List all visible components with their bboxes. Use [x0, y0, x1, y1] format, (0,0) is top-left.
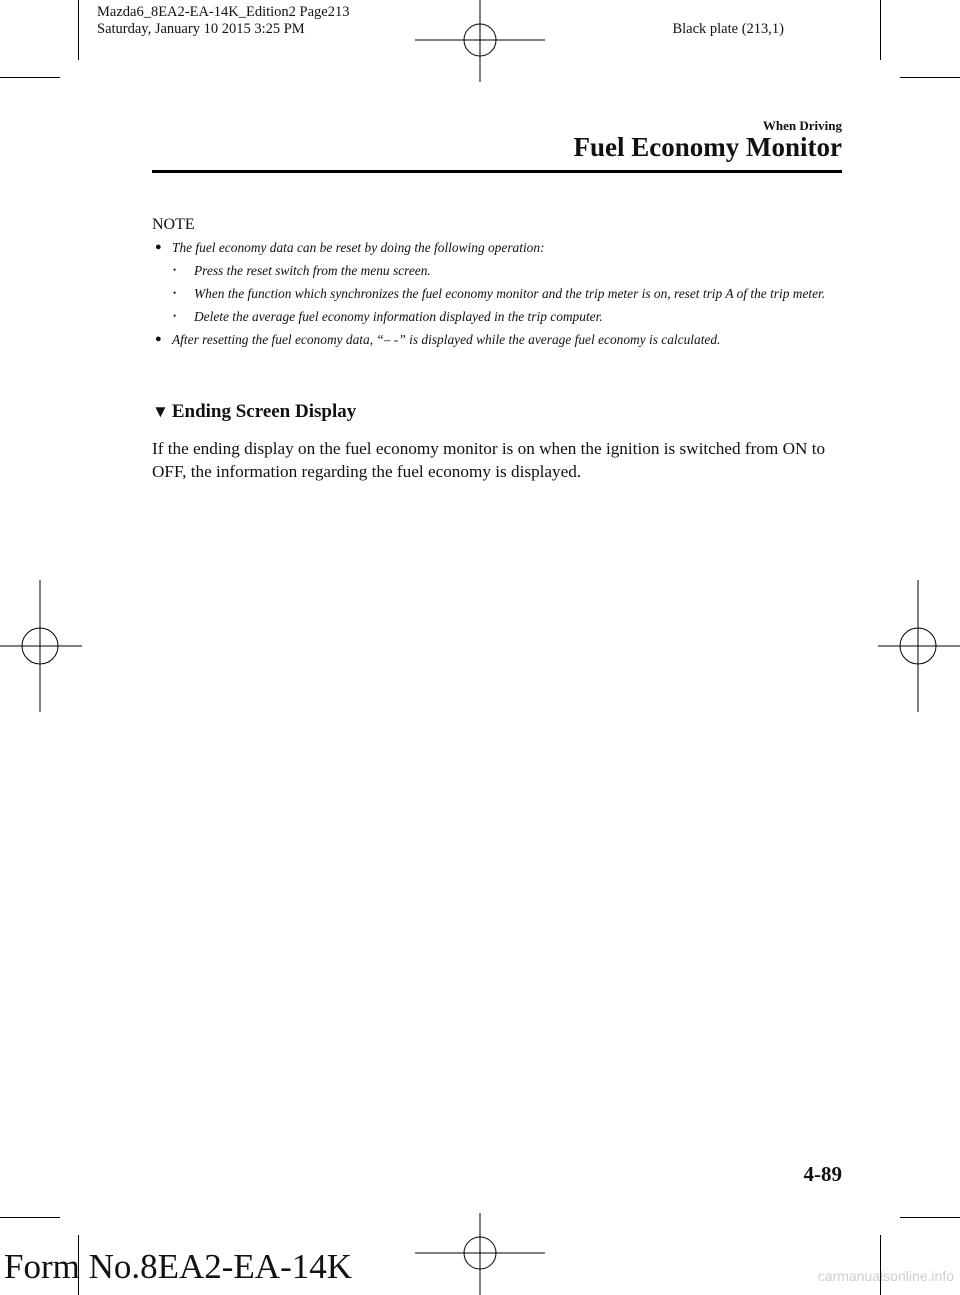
print-date-line: Saturday, January 10 2015 3:25 PM — [97, 21, 305, 37]
watermark: carmanualsonline.info — [817, 1268, 954, 1284]
crop-mark — [880, 0, 881, 60]
section-heading-text: Ending Screen Display — [171, 401, 357, 422]
registration-mark-right — [878, 580, 960, 712]
bullet-icon: ● — [155, 333, 162, 345]
print-job-info — [97, 4, 350, 38]
registration-mark-bottom — [415, 1213, 545, 1295]
note-sub-item — [172, 259, 852, 282]
crop-mark — [880, 1235, 881, 1295]
sub-bullet-icon: • — [173, 288, 177, 298]
crop-mark — [900, 77, 960, 78]
note-block — [152, 216, 852, 351]
plate-label: Black plate (213,1) — [672, 21, 784, 37]
note-item-text: After resetting the fuel economy data, “– -” is displayed while the average fuel economy is calculated. — [172, 332, 721, 347]
note-sub-item-text: When the function which synchronizes the fuel economy monitor and the trip meter is on, reset trip A of the trip meter. — [194, 286, 826, 301]
note-sub-item-text: Press the reset switch from the menu screen. — [194, 263, 431, 278]
crop-mark — [900, 1217, 960, 1218]
page-number: 4-89 — [803, 1162, 842, 1186]
note-sub-list — [172, 259, 852, 328]
form-number: Form No.8EA2-EA-14K — [4, 1247, 353, 1286]
note-list — [152, 236, 852, 351]
note-item — [152, 328, 852, 351]
crop-mark — [78, 0, 79, 60]
sub-bullet-icon: • — [173, 265, 177, 275]
note-item — [152, 236, 852, 328]
chapter-label: When Driving — [762, 118, 842, 133]
section-heading — [152, 401, 356, 423]
registration-mark-top — [415, 0, 545, 82]
title-divider — [152, 170, 842, 173]
note-heading: NOTE — [152, 216, 195, 233]
registration-mark-left — [0, 580, 82, 712]
print-file-line: Mazda6_8EA2-EA-14K_Edition2 Page213 — [97, 4, 350, 20]
note-item-text: The fuel economy data can be reset by doing the following operation: — [172, 240, 545, 255]
crop-mark — [0, 1217, 60, 1218]
sub-bullet-icon: • — [173, 311, 177, 321]
bullet-icon: ● — [155, 241, 162, 253]
note-sub-item — [172, 282, 852, 305]
note-sub-item-text: Delete the average fuel economy information displayed in the trip computer. — [194, 309, 603, 324]
crop-mark — [0, 77, 60, 78]
triangle-down-icon: ▼ — [152, 402, 169, 421]
section-body: If the ending display on the fuel economy monitor is on when the ignition is switched from ON to OFF, the information regarding the fuel economy is displayed. — [152, 439, 826, 481]
note-sub-item — [172, 305, 852, 328]
page-title: Fuel Economy Monitor — [573, 132, 842, 162]
